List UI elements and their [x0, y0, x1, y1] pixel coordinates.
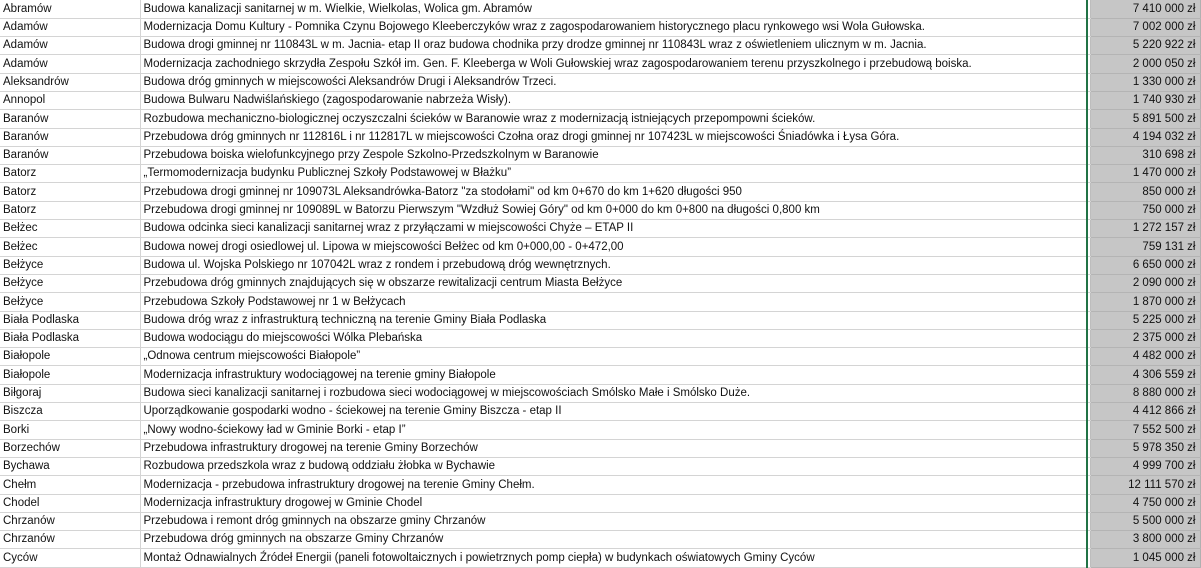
- cell-description[interactable]: „Odnowa centrum miejscowości Białopole”: [140, 348, 1087, 366]
- cell-description[interactable]: Przebudowa boiska wielofunkcyjnego przy Zespole Szkolno-Przedszkolnym w Baranowie: [140, 146, 1087, 164]
- cell-amount[interactable]: 7 410 000 zł: [1090, 0, 1200, 18]
- table-row: [0, 201, 1200, 219]
- table-row: [0, 549, 1200, 567]
- table-row: [0, 384, 1200, 402]
- table-row: [0, 146, 1200, 164]
- cell-description[interactable]: Budowa odcinka sieci kanalizacji sanitarnej wraz z przyłączami w miejscowości Chyże – ETAP II: [140, 220, 1087, 238]
- cell-gmina[interactable]: Chrzanów: [0, 512, 140, 530]
- cell-amount[interactable]: 750 000 zł: [1090, 201, 1200, 219]
- table-row: [0, 37, 1200, 55]
- table-row: [0, 73, 1200, 91]
- cell-amount[interactable]: 4 194 032 zł: [1090, 128, 1200, 146]
- cell-gmina[interactable]: Bełżyce: [0, 293, 140, 311]
- table-row: [0, 0, 1200, 18]
- cell-description[interactable]: „Termomodernizacja budynku Publicznej Szkoły Podstawowej w Błażku”: [140, 165, 1087, 183]
- cell-amount[interactable]: 1 045 000 zł: [1090, 549, 1200, 567]
- cell-description[interactable]: Budowa kanalizacji sanitarnej w m. Wielkie, Wielkolas, Wolica gm. Abramów: [140, 0, 1087, 18]
- cell-amount[interactable]: 5 891 500 zł: [1090, 110, 1200, 128]
- cell-amount[interactable]: 8 880 000 zł: [1090, 384, 1200, 402]
- cell-description[interactable]: Budowa Bulwaru Nadwiślańskiego (zagospodarowanie nabrzeża Wisły).: [140, 91, 1087, 109]
- cell-description[interactable]: Przebudowa drogi gminnej nr 109089L w Batorzu Pierwszym "Wzdłuż Sowiej Góry" od km 0+000 do km 0+800 na długości 0,800 km: [140, 201, 1087, 219]
- cell-gmina[interactable]: Baranów: [0, 128, 140, 146]
- table-row: [0, 311, 1200, 329]
- cell-description[interactable]: Budowa drogi gminnej nr 110843L w m. Jacnia- etap II oraz budowa chodnika przy drodze gminnej nr 110843L wraz z oświetleniem ulicznym w m. Jacnia.: [140, 37, 1087, 55]
- cell-description[interactable]: Budowa dróg gminnych w miejscowości Aleksandrów Drugi i Aleksandrów Trzeci.: [140, 73, 1087, 91]
- cell-amount[interactable]: 1 330 000 zł: [1090, 73, 1200, 91]
- cell-description[interactable]: Budowa ul. Wojska Polskiego nr 107042L wraz z rondem i przebudową dróg wewnętrznych.: [140, 256, 1087, 274]
- cell-description[interactable]: Przebudowa Szkoły Podstawowej nr 1 w Bełżycach: [140, 293, 1087, 311]
- cell-description[interactable]: Przebudowa dróg gminnych znajdujących się w obszarze rewitalizacji centrum Miasta Bełżyce: [140, 274, 1087, 292]
- table-row: [0, 329, 1200, 347]
- cell-gmina[interactable]: Cyców: [0, 549, 140, 567]
- table-row: [0, 494, 1200, 512]
- table-row: [0, 18, 1200, 36]
- cell-gmina[interactable]: Białopole: [0, 366, 140, 384]
- cell-amount[interactable]: 310 698 zł: [1090, 146, 1200, 164]
- cell-gmina[interactable]: Chodel: [0, 494, 140, 512]
- cell-amount[interactable]: 4 999 700 zł: [1090, 457, 1200, 475]
- table-row: [0, 256, 1200, 274]
- table-row: [0, 421, 1200, 439]
- table-row: [0, 91, 1200, 109]
- table-row: [0, 238, 1200, 256]
- cell-amount[interactable]: 850 000 zł: [1090, 183, 1200, 201]
- cell-gmina[interactable]: Batorz: [0, 165, 140, 183]
- cell-amount[interactable]: 4 482 000 zł: [1090, 348, 1200, 366]
- cell-amount[interactable]: 12 111 570 zł: [1090, 476, 1200, 494]
- cell-amount[interactable]: 1 740 930 zł: [1090, 91, 1200, 109]
- table-row: [0, 403, 1200, 421]
- cell-gmina[interactable]: Chełm: [0, 476, 140, 494]
- cell-gmina[interactable]: Baranów: [0, 110, 140, 128]
- table-row: [0, 457, 1200, 475]
- cell-amount[interactable]: 2 000 050 zł: [1090, 55, 1200, 73]
- cell-gmina[interactable]: Biszcza: [0, 403, 140, 421]
- cell-gmina[interactable]: Bełżec: [0, 238, 140, 256]
- cell-gmina[interactable]: Bełżyce: [0, 274, 140, 292]
- cell-gmina[interactable]: Białopole: [0, 348, 140, 366]
- table-row: [0, 348, 1200, 366]
- cell-description[interactable]: Przebudowa i remont dróg gminnych na obszarze gminy Chrzanów: [140, 512, 1087, 530]
- cell-description[interactable]: Rozbudowa mechaniczno-biologicznej oczyszczalni ścieków w Baranowie wraz z modernizacją istniejących przepompowni ścieków.: [140, 110, 1087, 128]
- cell-amount[interactable]: 5 500 000 zł: [1090, 512, 1200, 530]
- cell-description[interactable]: Modernizacja Domu Kultury - Pomnika Czynu Bojowego Kleeberczyków wraz z zagospodarowaniem historycznego placu rynkowego wsi Wola Gułowska.: [140, 18, 1087, 36]
- cell-amount[interactable]: 2 090 000 zł: [1090, 274, 1200, 292]
- cell-amount[interactable]: 5 978 350 zł: [1090, 439, 1200, 457]
- cell-amount[interactable]: 5 225 000 zł: [1090, 311, 1200, 329]
- cell-amount[interactable]: 4 306 559 zł: [1090, 366, 1200, 384]
- cell-description[interactable]: „Nowy wodno-ściekowy ład w Gminie Borki - etap I”: [140, 421, 1087, 439]
- cell-gmina[interactable]: Biłgoraj: [0, 384, 140, 402]
- cell-description[interactable]: Budowa sieci kanalizacji sanitarnej i rozbudowa sieci wodociągowej w miejscowościach Smólsko Małe i Smólsko Duże.: [140, 384, 1087, 402]
- cell-gmina[interactable]: Bychawa: [0, 457, 140, 475]
- cell-amount[interactable]: 1 870 000 zł: [1090, 293, 1200, 311]
- cell-amount[interactable]: 7 002 000 zł: [1090, 18, 1200, 36]
- cell-description[interactable]: Przebudowa dróg gminnych nr 112816L i nr 112817L w miejscowości Czołna oraz drogi gminnej nr 107423L w miejscowości Śniadówka i Łysa Góra.: [140, 128, 1087, 146]
- cell-description[interactable]: Montaż Odnawialnych Źródeł Energii (paneli fotowoltaicznych i powietrznych pomp ciepła) w budynkach oświatowych Gminy Cyców: [140, 549, 1087, 567]
- cell-gmina[interactable]: Abramów: [0, 0, 140, 18]
- table-row: [0, 531, 1200, 549]
- cell-description[interactable]: Budowa nowej drogi osiedlowej ul. Lipowa w miejscowości Bełżec od km 0+000,00 - 0+472,00: [140, 238, 1087, 256]
- table-row: [0, 128, 1200, 146]
- cell-gmina[interactable]: Aleksandrów: [0, 73, 140, 91]
- cell-amount[interactable]: 4 750 000 zł: [1090, 494, 1200, 512]
- cell-description[interactable]: Przebudowa infrastruktury drogowej na terenie Gminy Borzechów: [140, 439, 1087, 457]
- cell-amount[interactable]: 7 552 500 zł: [1090, 421, 1200, 439]
- cell-gmina[interactable]: Biała Podlaska: [0, 329, 140, 347]
- cell-gmina[interactable]: Bełżec: [0, 220, 140, 238]
- cell-gmina[interactable]: Batorz: [0, 201, 140, 219]
- table-row: [0, 366, 1200, 384]
- table-row: [0, 439, 1200, 457]
- cell-gmina[interactable]: Adamów: [0, 37, 140, 55]
- cell-description[interactable]: Przebudowa dróg gminnych na obszarze Gminy Chrzanów: [140, 531, 1087, 549]
- cell-gmina[interactable]: Borzechów: [0, 439, 140, 457]
- cell-amount[interactable]: 4 412 866 zł: [1090, 403, 1200, 421]
- cell-description[interactable]: Przebudowa drogi gminnej nr 109073L Aleksandrówka-Batorz "za stodołami" od km 0+670 do km 1+620 długości 950: [140, 183, 1087, 201]
- cell-gmina[interactable]: Borki: [0, 421, 140, 439]
- table-row: [0, 165, 1200, 183]
- cell-amount[interactable]: 1 470 000 zł: [1090, 165, 1200, 183]
- cell-description[interactable]: Budowa dróg wraz z infrastrukturą techniczną na terenie Gminy Biała Podlaska: [140, 311, 1087, 329]
- table-row: [0, 220, 1200, 238]
- cell-gmina[interactable]: Biała Podlaska: [0, 311, 140, 329]
- cell-description[interactable]: Modernizacja infrastruktury wodociągowej na terenie gminy Białopole: [140, 366, 1087, 384]
- cell-gmina[interactable]: Bełżyce: [0, 256, 140, 274]
- table-row: [0, 274, 1200, 292]
- cell-gmina[interactable]: Annopol: [0, 91, 140, 109]
- table-row: [0, 110, 1200, 128]
- cell-description[interactable]: Modernizacja zachodniego skrzydła Zespołu Szkół im. Gen. F. Kleeberga w Woli Gułowskiej wraz zagospodarowaniem terenu przyszkolnego i przebudową boiska.: [140, 55, 1087, 73]
- cell-amount[interactable]: 5 220 922 zł: [1090, 37, 1200, 55]
- cell-description[interactable]: Modernizacja - przebudowa infrastruktury drogowej na terenie Gminy Chełm.: [140, 476, 1087, 494]
- table-row: [0, 183, 1200, 201]
- table-row: [0, 476, 1200, 494]
- cell-description[interactable]: Budowa wodociągu do miejscowości Wólka Plebańska: [140, 329, 1087, 347]
- table-row: [0, 293, 1200, 311]
- cell-amount[interactable]: 759 131 zł: [1090, 238, 1200, 256]
- table-row: [0, 512, 1200, 530]
- cell-amount[interactable]: 1 272 157 zł: [1090, 220, 1200, 238]
- cell-amount[interactable]: 6 650 000 zł: [1090, 256, 1200, 274]
- cell-gmina[interactable]: Adamów: [0, 18, 140, 36]
- cell-gmina[interactable]: Batorz: [0, 183, 140, 201]
- cell-description[interactable]: Uporządkowanie gospodarki wodno - ściekowej na terenie Gminy Biszcza - etap II: [140, 403, 1087, 421]
- cell-amount[interactable]: 3 800 000 zł: [1090, 531, 1200, 549]
- cell-gmina[interactable]: Chrzanów: [0, 531, 140, 549]
- cell-description[interactable]: Modernizacja infrastruktury drogowej w Gminie Chodel: [140, 494, 1087, 512]
- cell-gmina[interactable]: Adamów: [0, 55, 140, 73]
- cell-description[interactable]: Rozbudowa przedszkola wraz z budową oddziału żłobka w Bychawie: [140, 457, 1087, 475]
- table-row: [0, 55, 1200, 73]
- cell-amount[interactable]: 2 375 000 zł: [1090, 329, 1200, 347]
- cell-gmina[interactable]: Baranów: [0, 146, 140, 164]
